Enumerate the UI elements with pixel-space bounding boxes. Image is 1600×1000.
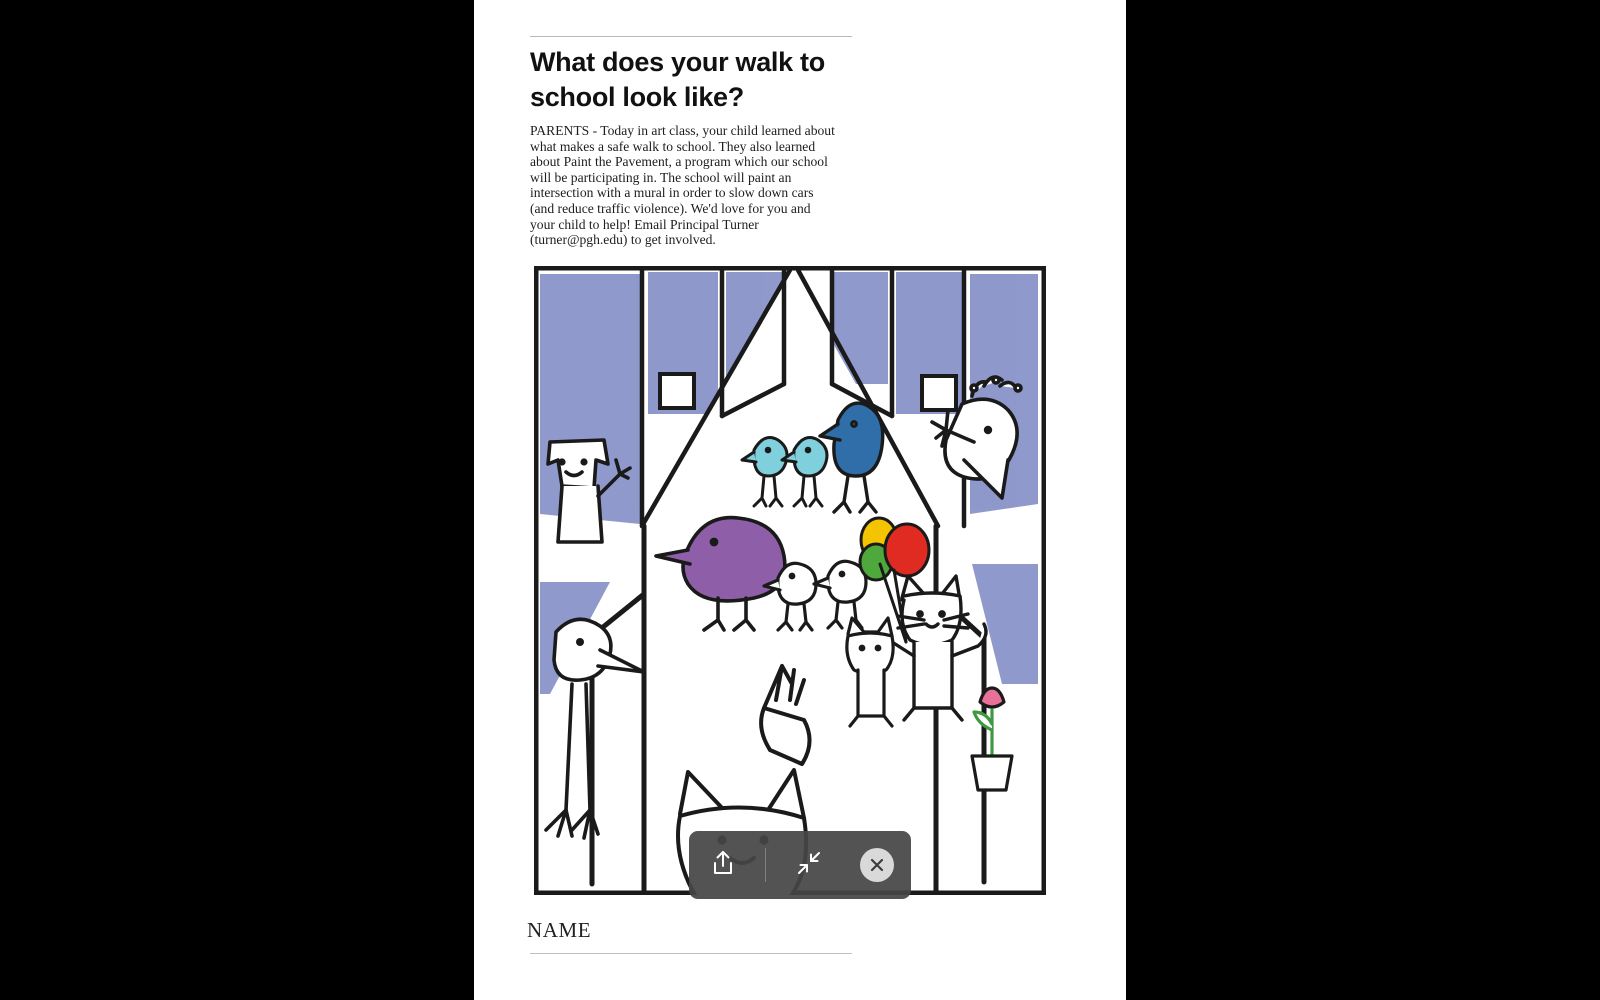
collapse-button[interactable] [783,839,835,891]
body-paragraph [530,123,836,248]
body-paragraph-text: PARENTS - Today in art class, your child learned about what makes a safe walk to school. They also learned about Paint the Pavement, a program which our school will be participating in. The school will paint an intersection with a mural in order to slow down cars (and reduce traffic violence). We'd love for you and your child to help! Email Principal Turner (turner@pgh.edu) to get involved. [530,123,835,248]
toolbar-divider [765,848,766,882]
share-button[interactable] [697,839,749,891]
share-icon [710,849,736,882]
collapse-icon [796,850,822,881]
viewer-toolbar [689,831,911,899]
close-icon [860,848,894,882]
name-field-label: NAME [527,918,592,942]
close-button[interactable] [851,839,903,891]
page-title: What does your walk to school look like? [530,47,825,112]
childrens-drawing-illustration [532,264,1048,897]
name-field-line [530,953,852,954]
title-divider [530,36,852,37]
